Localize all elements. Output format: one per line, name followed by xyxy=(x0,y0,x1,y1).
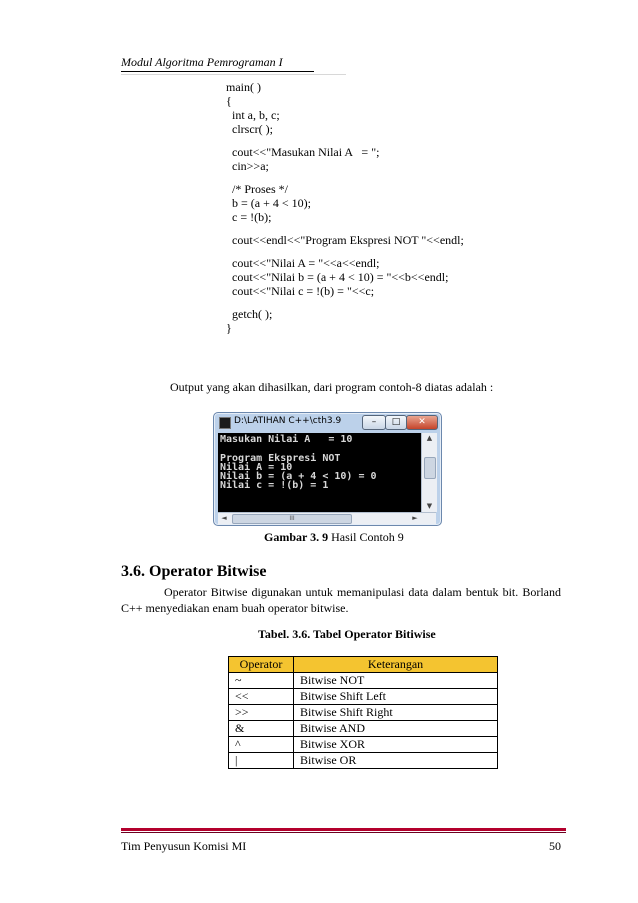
scroll-right-icon[interactable]: ► xyxy=(412,514,418,522)
code-line xyxy=(226,224,464,233)
code-line: cout<<"Nilai A = "<<a<<endl; xyxy=(226,256,380,270)
console-output-area xyxy=(218,433,421,512)
code-line: getch( ); xyxy=(226,307,273,321)
code-line: main( ) xyxy=(226,80,261,94)
code-line xyxy=(226,136,464,145)
description-cell: Bitwise Shift Left xyxy=(294,689,498,705)
code-line: cout<<"Masukan Nilai A = "; xyxy=(226,145,380,159)
code-line: cout<<"Nilai b = (a + 4 < 10) = "<<b<<endl; xyxy=(226,270,449,284)
code-line: cin>>a; xyxy=(226,159,269,173)
column-header-operator: Operator xyxy=(229,657,294,673)
code-line: { xyxy=(226,94,232,108)
description-cell: Bitwise OR xyxy=(294,753,498,769)
figure-caption xyxy=(264,530,404,545)
scroll-down-icon[interactable]: ▼ xyxy=(426,502,433,510)
code-line: cout<<endl<<"Program Ekspresi NOT "<<endl; xyxy=(226,233,464,247)
console-window xyxy=(213,412,442,526)
code-line: /* Proses */ xyxy=(226,182,289,196)
code-line: b = (a + 4 < 10); xyxy=(226,196,311,210)
description-cell: Bitwise XOR xyxy=(294,737,498,753)
code-line: } xyxy=(226,321,232,335)
minimize-button[interactable]: – xyxy=(362,415,386,430)
column-header-keterangan: Keterangan xyxy=(294,657,498,673)
code-line: c = !(b); xyxy=(226,210,272,224)
table-header-row xyxy=(229,657,498,673)
table-row xyxy=(229,753,498,769)
console-line: Nilai b = (a + 4 < 10) = 0 xyxy=(220,471,377,483)
operator-cell: ~ xyxy=(229,673,294,689)
console-line: Masukan Nilai A = 10 xyxy=(220,434,353,445)
table-row xyxy=(229,737,498,753)
table-caption: Tabel. 3.6. Tabel Operator Bitiwise xyxy=(258,627,436,641)
code-line: int a, b, c; xyxy=(226,108,280,122)
operator-cell: | xyxy=(229,753,294,769)
figure-caption-text: Hasil Contoh 9 xyxy=(328,530,404,544)
horizontal-scrollbar[interactable] xyxy=(218,512,436,524)
console-output-text xyxy=(220,435,377,491)
section-heading: 3.6. Operator Bitwise xyxy=(121,563,267,580)
operator-cell: ^ xyxy=(229,737,294,753)
footer-rule xyxy=(121,828,566,831)
operator-cell: & xyxy=(229,721,294,737)
header-rule-faint xyxy=(121,74,346,75)
scroll-up-icon[interactable]: ▲ xyxy=(426,434,433,442)
code-line: cout<<"Nilai c = !(b) = "<<c; xyxy=(226,284,375,298)
code-line xyxy=(226,247,464,256)
horizontal-scroll-thumb[interactable]: III xyxy=(232,514,352,524)
console-app-icon xyxy=(219,417,231,429)
close-button[interactable]: ✕ xyxy=(406,415,438,430)
vertical-scrollbar[interactable] xyxy=(421,433,437,512)
scroll-left-icon[interactable]: ◄ xyxy=(221,514,227,522)
page-number: 50 xyxy=(549,839,561,853)
header-rule xyxy=(121,71,314,72)
window-titlebar[interactable] xyxy=(214,413,441,431)
window-title: D:\LATIHAN C++\cth3.9 xyxy=(234,416,342,426)
code-line xyxy=(226,298,464,307)
table-row xyxy=(229,721,498,737)
description-cell: Bitwise Shift Right xyxy=(294,705,498,721)
footer-author: Tim Penyusun Komisi MI xyxy=(121,839,247,853)
running-header: Modul Algoritma Pemrograman I xyxy=(121,55,283,69)
description-cell: Bitwise AND xyxy=(294,721,498,737)
bitwise-operator-table xyxy=(228,656,498,769)
vertical-scroll-thumb[interactable] xyxy=(424,457,436,479)
code-line xyxy=(226,173,464,182)
maximize-button[interactable]: □ xyxy=(385,415,407,430)
operator-cell: >> xyxy=(229,705,294,721)
section-paragraph: Operator Bitwise digunakan untuk memanipulasi data dalam bentuk bit. Borland C++ menyediakan enam buah operator bitwise. xyxy=(121,585,561,615)
table-row xyxy=(229,673,498,689)
code-line: clrscr( ); xyxy=(226,122,273,136)
console-line: Nilai A = 10 xyxy=(220,461,293,473)
console-line: Program Ekspresi NOT xyxy=(220,452,341,464)
console-line: Nilai c = !(b) = 1 xyxy=(220,480,329,492)
figure-caption-label: Gambar 3. 9 xyxy=(264,530,329,544)
output-intro-text: Output yang akan dihasilkan, dari program contoh-8 diatas adalah : xyxy=(170,380,494,394)
table-row xyxy=(229,689,498,705)
operator-cell: << xyxy=(229,689,294,705)
footer-rule-thin xyxy=(121,832,566,833)
code-listing xyxy=(226,80,464,335)
table-row xyxy=(229,705,498,721)
description-cell: Bitwise NOT xyxy=(294,673,498,689)
